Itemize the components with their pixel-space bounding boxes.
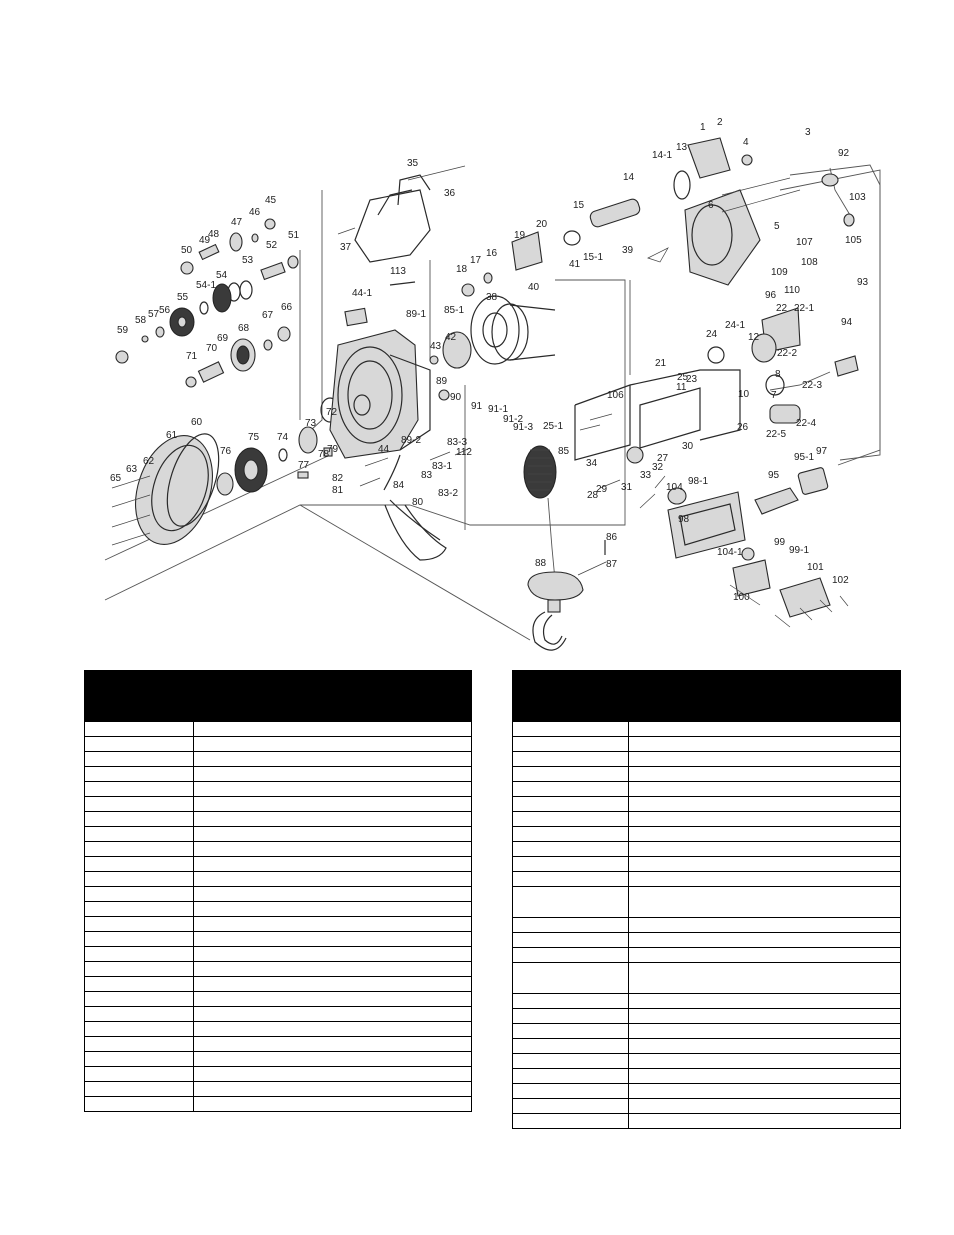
description-cell — [629, 812, 901, 827]
callout: 97 — [816, 446, 828, 457]
table-row — [513, 1114, 901, 1129]
callout: 50 — [181, 245, 193, 256]
part-number-cell — [513, 872, 629, 887]
callout: 73 — [305, 418, 317, 429]
callout: 49 — [199, 235, 211, 246]
description-cell — [194, 812, 472, 827]
callout: 102 — [832, 575, 849, 586]
table-row — [513, 872, 901, 887]
callout: 22-3 — [802, 380, 823, 391]
callout: 20 — [536, 219, 548, 230]
callout: 62 — [143, 456, 155, 467]
description-cell — [629, 948, 901, 963]
table-row — [513, 887, 901, 918]
callout: 15 — [573, 200, 585, 211]
callout: 21 — [655, 358, 667, 369]
description-cell — [194, 872, 472, 887]
table-row — [513, 767, 901, 782]
part-number-cell — [85, 1067, 194, 1082]
callout: 82 — [332, 473, 344, 484]
callout: 83-2 — [438, 488, 459, 499]
callout: 16 — [486, 248, 498, 259]
table-row — [85, 797, 472, 812]
part-number-cell — [85, 797, 194, 812]
part-number-cell — [513, 737, 629, 752]
callout: 76 — [220, 446, 232, 457]
table-row — [513, 1039, 901, 1054]
description-cell — [194, 1082, 472, 1097]
callout: 101 — [807, 562, 824, 573]
callout: 54 — [216, 270, 228, 281]
callout: 32 — [652, 462, 664, 473]
table-row — [513, 722, 901, 737]
description-cell — [629, 994, 901, 1009]
part-number-cell — [513, 827, 629, 842]
table-row — [85, 932, 472, 947]
part-number-cell — [513, 1114, 629, 1129]
part-number-cell — [85, 1022, 194, 1037]
table-row — [513, 812, 901, 827]
callout: 24-1 — [725, 320, 746, 331]
callout: 40 — [528, 282, 540, 293]
callout: 12 — [748, 332, 760, 343]
part-number-cell — [513, 887, 629, 918]
table-row — [85, 1082, 472, 1097]
callout: 46 — [249, 207, 261, 218]
part-number-cell — [85, 1097, 194, 1112]
description-cell — [629, 767, 901, 782]
callout: 25-1 — [543, 421, 564, 432]
callout: 24 — [706, 329, 718, 340]
part-number-cell — [513, 797, 629, 812]
callout: 5 — [774, 221, 780, 232]
table-row — [85, 767, 472, 782]
description-cell — [629, 918, 901, 933]
description-cell — [194, 797, 472, 812]
part-number-cell — [513, 933, 629, 948]
description-cell — [629, 1099, 901, 1114]
callout: 10 — [738, 389, 750, 400]
part-number-cell — [513, 1039, 629, 1054]
table-row — [85, 977, 472, 992]
callout: 89 — [436, 376, 448, 387]
description-cell — [194, 767, 472, 782]
callout: 83-1 — [432, 461, 453, 472]
callout: 38 — [486, 292, 498, 303]
part-number-cell — [85, 977, 194, 992]
description-cell — [194, 752, 472, 767]
part-number-cell — [513, 812, 629, 827]
callout: 29 — [596, 484, 608, 495]
part-number-cell — [85, 782, 194, 797]
column-header — [194, 671, 472, 722]
callout: 70 — [206, 343, 218, 354]
callout: 7 — [771, 390, 777, 401]
description-cell — [194, 947, 472, 962]
description-cell — [194, 1007, 472, 1022]
callout: 54-1 — [196, 280, 217, 291]
callout: 15-1 — [583, 252, 604, 263]
part-number-cell — [85, 812, 194, 827]
callout: 83 — [421, 470, 433, 481]
table-row — [513, 994, 901, 1009]
part-number-cell — [513, 1084, 629, 1099]
table-row — [85, 1037, 472, 1052]
callout: 22 — [776, 303, 788, 314]
part-number-cell — [85, 857, 194, 872]
part-number-cell — [85, 752, 194, 767]
description-cell — [629, 872, 901, 887]
column-header — [629, 671, 901, 722]
part-number-cell — [513, 963, 629, 994]
callout: 94 — [841, 317, 853, 328]
part-number-cell — [85, 1082, 194, 1097]
description-cell — [194, 842, 472, 857]
callout: 22-1 — [794, 303, 815, 314]
callout: 22-2 — [777, 348, 798, 359]
description-cell — [194, 857, 472, 872]
part-number-cell — [85, 872, 194, 887]
callout: 98 — [678, 514, 690, 525]
callout: 90 — [450, 392, 462, 403]
callout: 52 — [266, 240, 278, 251]
callout: 98-1 — [688, 476, 709, 487]
table-row — [85, 722, 472, 737]
callout: 85-1 — [444, 305, 465, 316]
description-cell — [194, 977, 472, 992]
callout: 113 — [390, 266, 406, 277]
part-number-cell — [513, 1069, 629, 1084]
description-cell — [194, 1067, 472, 1082]
callout: 55 — [177, 292, 189, 303]
part-number-cell — [513, 722, 629, 737]
callout: 39 — [622, 245, 634, 256]
callout: 3 — [805, 127, 811, 138]
table-row — [513, 1054, 901, 1069]
description-cell — [629, 1024, 901, 1039]
part-number-cell — [85, 992, 194, 1007]
table-row — [85, 887, 472, 902]
description-cell — [194, 1022, 472, 1037]
callout: 74 — [277, 432, 289, 443]
table-row — [85, 902, 472, 917]
callout: 92 — [838, 148, 850, 159]
part-number-cell — [513, 1024, 629, 1039]
callout: 31 — [621, 482, 633, 493]
callout: 79 — [327, 444, 339, 455]
callout: 86 — [606, 532, 618, 543]
callout: 83-3 — [447, 437, 468, 448]
table-row — [513, 918, 901, 933]
part-number-cell — [85, 842, 194, 857]
callout: 2 — [717, 117, 723, 128]
part-number-cell — [513, 948, 629, 963]
part-number-cell — [513, 1009, 629, 1024]
callout: 93 — [857, 277, 869, 288]
table-row — [85, 1007, 472, 1022]
part-number-cell — [513, 1054, 629, 1069]
description-cell — [629, 1114, 901, 1129]
callout: 99 — [774, 537, 786, 548]
callout: 25 — [677, 372, 689, 383]
callout: 85 — [558, 446, 570, 457]
callout: 30 — [682, 441, 694, 452]
callout: 42 — [445, 332, 457, 343]
callout: 104 — [666, 482, 683, 493]
callout: 22-4 — [796, 418, 817, 429]
callout: 51 — [288, 230, 300, 241]
description-cell — [629, 842, 901, 857]
part-number-cell — [85, 722, 194, 737]
table-row — [85, 872, 472, 887]
callout: 95-1 — [794, 452, 815, 463]
callout: 44 — [378, 444, 390, 455]
table-row — [513, 963, 901, 994]
description-cell — [194, 992, 472, 1007]
callout: 22-5 — [766, 429, 787, 440]
description-cell — [629, 1039, 901, 1054]
table-row — [513, 948, 901, 963]
part-number-cell — [85, 887, 194, 902]
table-row — [513, 827, 901, 842]
part-number-cell — [513, 1099, 629, 1114]
description-cell — [629, 827, 901, 842]
callout: 41 — [569, 259, 581, 270]
callout: 34 — [586, 458, 598, 469]
description-cell — [629, 1084, 901, 1099]
callout: 109 — [771, 267, 788, 278]
table-row — [85, 842, 472, 857]
description-cell — [629, 887, 901, 918]
description-cell — [629, 782, 901, 797]
callout: 63 — [126, 464, 138, 475]
callout: 61 — [166, 430, 178, 441]
callout: 45 — [265, 195, 277, 206]
description-cell — [194, 722, 472, 737]
table-row — [513, 797, 901, 812]
callout: 100 — [733, 592, 750, 603]
description-cell — [194, 902, 472, 917]
callout: 91-2 — [503, 414, 524, 425]
table-row — [85, 857, 472, 872]
callout: 60 — [191, 417, 203, 428]
callout: 91-1 — [488, 404, 509, 415]
table-header-row — [85, 671, 472, 722]
table-row — [85, 1097, 472, 1112]
callout: 44-1 — [352, 288, 373, 299]
description-cell — [629, 857, 901, 872]
callout: 87 — [606, 559, 618, 570]
description-cell — [194, 1052, 472, 1067]
callout: 104-1 — [717, 547, 743, 558]
callout: 91 — [471, 401, 483, 412]
callout: 71 — [186, 351, 198, 362]
table-row — [85, 962, 472, 977]
description-cell — [194, 887, 472, 902]
column-header — [513, 671, 629, 722]
callout: 69 — [217, 333, 229, 344]
callout: 17 — [470, 255, 482, 266]
callout: 106 — [607, 390, 624, 401]
callout: 68 — [238, 323, 250, 334]
table-row — [513, 1099, 901, 1114]
callout: 84 — [393, 480, 405, 491]
description-cell — [629, 1054, 901, 1069]
table-row — [513, 737, 901, 752]
callout: 35 — [407, 158, 419, 169]
part-number-cell — [85, 1037, 194, 1052]
callout: 43 — [430, 341, 442, 352]
callout: 27 — [657, 453, 669, 464]
description-cell — [194, 917, 472, 932]
table-row — [85, 947, 472, 962]
callout: 48 — [208, 229, 220, 240]
callout: 11 — [676, 382, 687, 393]
callout: 65 — [110, 473, 122, 484]
callout: 57 — [148, 309, 160, 320]
table-row — [85, 1022, 472, 1037]
callout: 8 — [775, 369, 781, 380]
callout: 103 — [849, 192, 866, 203]
table-row — [513, 857, 901, 872]
table-row — [85, 827, 472, 842]
description-cell — [629, 797, 901, 812]
callout: 72 — [326, 407, 338, 418]
table-row — [85, 992, 472, 1007]
part-number-cell — [513, 782, 629, 797]
callout: 33 — [640, 470, 652, 481]
table-row — [85, 782, 472, 797]
callout: 110 — [784, 285, 800, 296]
part-number-cell — [85, 737, 194, 752]
callout: 1 — [700, 122, 706, 133]
callout: 75 — [248, 432, 260, 443]
description-cell — [629, 722, 901, 737]
table-row — [513, 1009, 901, 1024]
part-number-cell — [85, 932, 194, 947]
description-cell — [629, 752, 901, 767]
callout: 14-1 — [652, 150, 673, 161]
callout: 14 — [623, 172, 635, 183]
table-row — [513, 1069, 901, 1084]
part-number-cell — [85, 767, 194, 782]
callout: 13 — [676, 142, 688, 153]
callout: 81 — [332, 485, 344, 496]
callout: 108 — [801, 257, 818, 268]
part-number-cell — [513, 767, 629, 782]
table-row — [513, 752, 901, 767]
part-number-cell — [513, 752, 629, 767]
callout: 26 — [737, 422, 749, 433]
part-number-cell — [513, 994, 629, 1009]
callout: 96 — [765, 290, 777, 301]
table-row — [513, 1024, 901, 1039]
callout-labels — [110, 117, 869, 603]
callout: 6 — [708, 200, 714, 211]
part-number-cell — [513, 842, 629, 857]
callout: 112 — [456, 447, 472, 458]
callout: 58 — [135, 315, 147, 326]
description-cell — [194, 932, 472, 947]
callout: 95 — [768, 470, 780, 481]
description-cell — [629, 1069, 901, 1084]
table-row — [85, 917, 472, 932]
description-cell — [194, 1097, 472, 1112]
callout: 89-1 — [406, 309, 427, 320]
callout: 56 — [159, 305, 171, 316]
callout: 99-1 — [789, 545, 810, 556]
callout: 47 — [231, 217, 243, 228]
description-cell — [194, 962, 472, 977]
callout: 67 — [262, 310, 274, 321]
table-header-row — [513, 671, 901, 722]
part-number-cell — [85, 962, 194, 977]
parts-table-left — [84, 670, 472, 1112]
description-cell — [629, 933, 901, 948]
part-number-cell — [85, 917, 194, 932]
part-number-cell — [85, 1052, 194, 1067]
callout: 78 — [318, 449, 330, 460]
table-row — [85, 812, 472, 827]
callout: 77 — [298, 460, 310, 471]
part-number-cell — [85, 902, 194, 917]
callout: 89-2 — [401, 435, 422, 446]
table-row — [85, 1052, 472, 1067]
callout: 91-3 — [513, 422, 534, 433]
callout: 28 — [587, 490, 599, 501]
table-row — [513, 933, 901, 948]
description-cell — [629, 1009, 901, 1024]
table-row — [85, 1067, 472, 1082]
callout: 66 — [281, 302, 293, 313]
part-number-cell — [85, 1007, 194, 1022]
description-cell — [629, 737, 901, 752]
table-row — [513, 782, 901, 797]
table-row — [513, 842, 901, 857]
callout: 53 — [242, 255, 254, 266]
part-number-cell — [513, 857, 629, 872]
description-cell — [194, 827, 472, 842]
description-cell — [194, 1037, 472, 1052]
callout: 19 — [514, 230, 526, 241]
part-number-cell — [513, 918, 629, 933]
callout: 80 — [412, 497, 424, 508]
table-row — [85, 737, 472, 752]
description-cell — [194, 782, 472, 797]
callout: 4 — [743, 137, 749, 148]
description-cell — [629, 963, 901, 994]
callout: 105 — [845, 235, 862, 246]
callout: 23 — [686, 374, 698, 385]
table-row — [513, 1084, 901, 1099]
part-number-cell — [85, 827, 194, 842]
callout: 36 — [444, 188, 456, 199]
callout: 107 — [796, 237, 813, 248]
description-cell — [194, 737, 472, 752]
part-number-cell — [85, 947, 194, 962]
callout: 59 — [117, 325, 129, 336]
callout: 18 — [456, 264, 468, 275]
callout: 88 — [535, 558, 547, 569]
parts-table-right — [512, 670, 901, 1129]
table-row — [85, 752, 472, 767]
callout: 37 — [340, 242, 352, 253]
column-header — [85, 671, 194, 722]
